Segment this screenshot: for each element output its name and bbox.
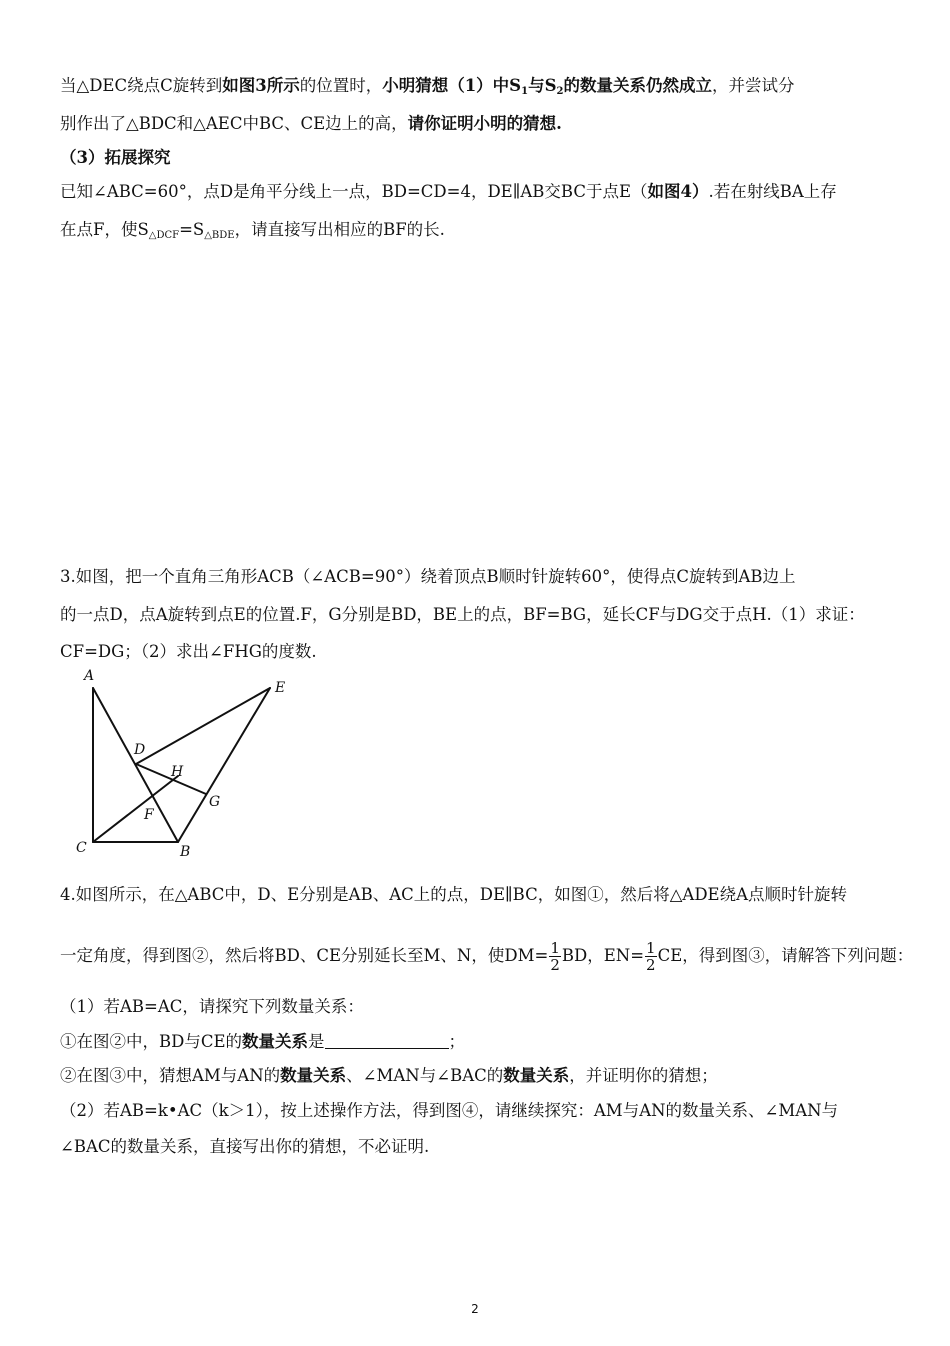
label-D: D	[134, 742, 146, 758]
label-A: A	[84, 668, 95, 684]
problem3-line1: 3.如图，把一个直角三角形ACB（∠ACB=90°）绕着顶点B顺时针旋转60°，使得点C旋转到AB边上	[60, 567, 796, 586]
label-H: H	[171, 764, 184, 780]
problem4-q1a	[60, 1030, 465, 1054]
subscript: 1	[521, 86, 529, 97]
bold-text: 数量关系	[280, 1066, 347, 1085]
text: =S	[179, 220, 205, 239]
text: ，请直接写出相应的BF的长.	[234, 220, 445, 239]
text: .若在射线BA上存	[708, 182, 837, 201]
text: ，并尝试分	[711, 76, 795, 95]
bold-text: 如图3所示	[222, 76, 300, 95]
page-number: 2	[471, 1302, 479, 1316]
label-F: F	[144, 807, 154, 823]
bold-text: 的数量关系仍然成立	[563, 76, 712, 95]
section3-line1	[60, 180, 837, 204]
label-C: C	[76, 840, 87, 856]
fraction-denominator: 2	[646, 956, 656, 974]
text: ②在图③中，猜想AM与AN的	[60, 1066, 281, 1085]
bold-text: 与S	[528, 76, 557, 95]
segment-DE	[136, 688, 270, 764]
text: ，并证明你的猜想；	[569, 1066, 718, 1085]
problem3-line2: 的一点D，点A旋转到点E的位置.F，G分别是BD，BE上的点，BF=BG，延长CF与DG交于点H.（1）求证：	[60, 605, 865, 624]
problem3-line3: CF=DG；（2）求出∠FHG的度数.	[60, 642, 317, 661]
subscript: △DCF	[148, 230, 180, 241]
text: 、∠MAN与∠BAC的	[346, 1066, 504, 1085]
para1-line1	[60, 74, 794, 104]
subscript: △BDE	[204, 230, 235, 241]
fraction-one-half	[549, 940, 561, 973]
segment-AB	[93, 688, 178, 842]
text: CE，得到图③，请解答下列问题：	[657, 946, 914, 965]
problem4-q2-line2: ∠BAC的数量关系，直接写出你的猜想，不必证明.	[60, 1137, 430, 1156]
label-G: G	[209, 794, 221, 810]
problem4-q1b	[60, 1064, 718, 1088]
segment-CH	[93, 776, 178, 842]
text: ①在图②中，BD与CE的	[60, 1032, 243, 1051]
section3-line2	[60, 218, 445, 248]
text: ；	[448, 1032, 466, 1051]
section3-heading: （3）拓展探究	[60, 148, 171, 167]
fraction-numerator: 1	[646, 939, 656, 957]
segment-BE	[178, 688, 270, 842]
text: BD，EN=	[561, 946, 645, 965]
problem4-q2-line1: （2）若AB=k•AC（k＞1），按上述操作方法，得到图④，请继续探究：AM与AN的数量关系、∠MAN与	[60, 1101, 839, 1120]
para1-line2	[60, 112, 562, 136]
text: 已知∠ABC=60°，点D是角平分线上一点，BD=CD=4，DE∥AB交BC于点E（	[60, 182, 648, 201]
text: 的位置时，	[299, 76, 383, 95]
problem4-line2	[60, 940, 913, 973]
text: 是	[308, 1032, 325, 1051]
fraction-one-half	[645, 940, 657, 973]
bold-text: 请你证明小明的猜想.	[407, 114, 562, 133]
text: 在点F，使S	[60, 220, 149, 239]
bold-text: 如图4）	[647, 182, 709, 201]
label-E: E	[275, 680, 286, 696]
geometry-figure	[70, 666, 300, 862]
text: 别作出了△BDC和△AEC中BC、CE边上的高，	[60, 114, 408, 133]
bold-text: 小明猜想（1）中S	[382, 76, 522, 95]
subscript: 2	[556, 86, 564, 97]
answer-blank[interactable]	[325, 1032, 449, 1049]
fraction-denominator: 2	[550, 956, 560, 974]
problem4-line1: 4.如图所示，在△ABC中，D、E分别是AB、AC上的点，DE∥BC，如图①，然后将△ADE绕A点顺时针旋转	[60, 885, 848, 904]
text: 当△DEC绕点C旋转到	[60, 76, 223, 95]
text: 一定角度，得到图②，然后将BD、CE分别延长至M、N，使DM=	[60, 946, 549, 965]
problem4-q1: （1）若AB=AC，请探究下列数量关系：	[60, 997, 364, 1016]
bold-text: 数量关系	[242, 1032, 309, 1051]
label-B: B	[180, 844, 191, 860]
bold-text: 数量关系	[503, 1066, 570, 1085]
fraction-numerator: 1	[550, 939, 560, 957]
